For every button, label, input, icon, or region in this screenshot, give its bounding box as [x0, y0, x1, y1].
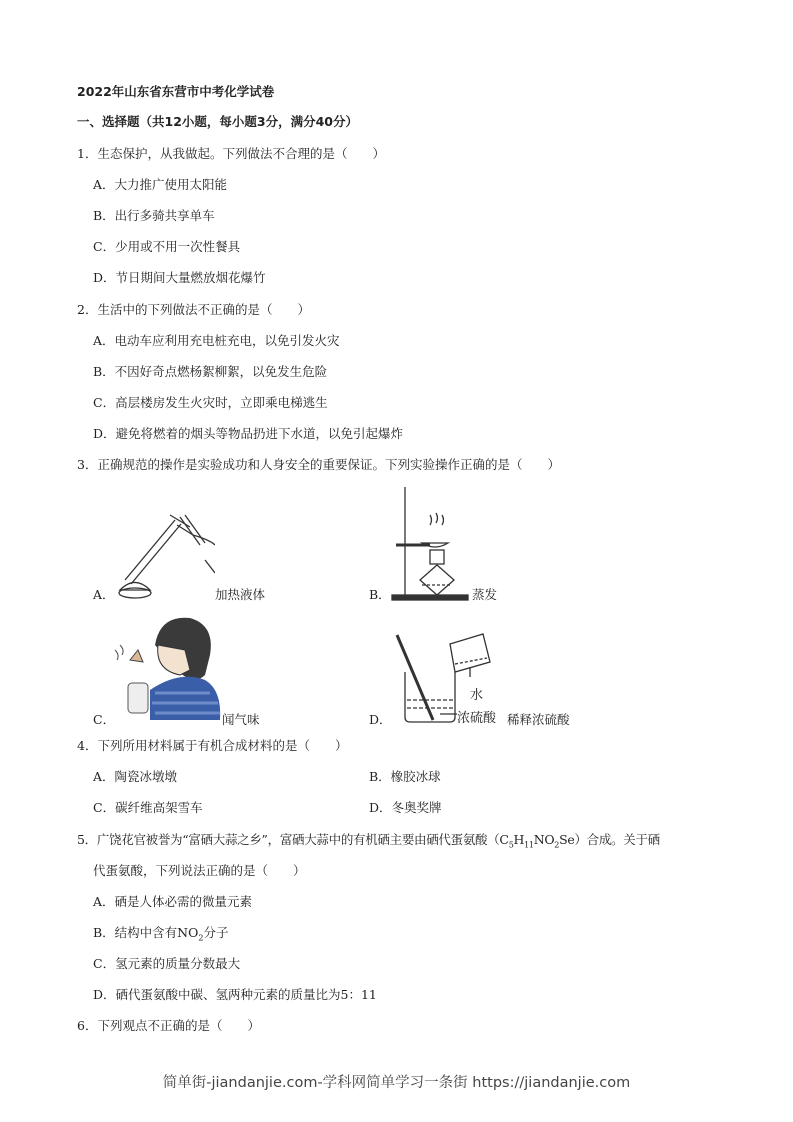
- q5-stem-text: Se）合成。关于硒: [559, 832, 660, 847]
- q2-option-a: A．电动车应利用充电桩充电，以免引发火灾: [93, 333, 340, 348]
- question-2-stem: 2．生活中的下列做法不正确的是（ ）: [77, 302, 310, 317]
- section-heading: 一、选择题（共12小题，每小题3分，满分40分）: [77, 114, 358, 129]
- q5-stem-text: 5．广饶花官被誉为“富硒大蒜之乡”，富硒大蒜中的有机硒主要由硒代蛋氨酸（C: [77, 832, 509, 847]
- q1-option-d: D．节日期间大量燃放烟花爆竹: [93, 270, 266, 285]
- formula-sub: 2: [198, 933, 204, 943]
- q5-option-b: [93, 925, 228, 947]
- question-5-stem: [77, 832, 660, 854]
- q3-option-b-caption: 蒸发: [472, 587, 498, 602]
- q4-option-d: D．冬奥奖牌: [369, 800, 442, 815]
- water-label: 水: [470, 688, 484, 703]
- formula-part: NO: [533, 832, 555, 847]
- formula-sub: 5: [508, 840, 514, 850]
- heating-liquid-illustration: [115, 505, 215, 600]
- q5-option-a: A．硒是人体必需的微量元素: [93, 894, 253, 909]
- question-1-stem: 1．生态保护，从我做起。下列做法不合理的是（ ）: [77, 146, 385, 161]
- evaporation-apparatus-illustration: [390, 485, 470, 603]
- question-4-stem: 4．下列所用材料属于有机合成材料的是（ ）: [77, 738, 348, 753]
- formula-part: H: [513, 832, 525, 847]
- q5-option-c: C．氢元素的质量分数最大: [93, 956, 241, 971]
- q5-option-d: D．硒代蛋氨酸中碳、氢两种元素的质量比为5：11: [93, 987, 377, 1002]
- q2-option-b: B．不因好奇点燃杨絮柳絮，以免发生危险: [93, 364, 328, 379]
- question-6-stem: 6．下列观点不正确的是（ ）: [77, 1018, 260, 1033]
- formula-sub: 2: [554, 840, 560, 850]
- q1-option-a: A．大力推广使用太阳能: [93, 177, 228, 192]
- q3-option-d-caption: 稀释浓硫酸: [507, 712, 570, 727]
- exam-title: 2022年山东省东营市中考化学试卷: [77, 84, 275, 99]
- footer-watermark: 简单街-jiandanjie.com-学科网简单学习一条街 https://jiandanjie.com: [162, 1075, 631, 1091]
- q4-option-c: C．碳纤维高架雪车: [93, 800, 203, 815]
- q3-option-a-caption: 加热液体: [215, 587, 266, 602]
- q3-option-d-letter: D．: [369, 712, 392, 727]
- q3-option-c-caption: 闻气味: [222, 712, 260, 727]
- q4-option-a: A．陶瓷冰墩墩: [93, 769, 178, 784]
- question-5-stem-line2: 代蛋氨酸，下列说法正确的是（ ）: [93, 863, 306, 878]
- q1-option-c: C．少用或不用一次性餐具: [93, 239, 241, 254]
- q5-option-b-text: B．结构中含有NO: [93, 925, 199, 940]
- q3-option-b-letter: B．: [369, 587, 391, 602]
- q2-option-d: D．避免将燃着的烟头等物品扔进下水道，以免引起爆炸: [93, 426, 404, 441]
- acid-label: 浓硫酸: [457, 711, 497, 726]
- q4-option-b: B．橡胶冰球: [369, 769, 441, 784]
- q3-option-a-letter: A．: [93, 587, 115, 602]
- formula-sub: 11: [524, 840, 534, 850]
- q5-option-b-text: 分子: [203, 925, 229, 940]
- question-3-stem: 3．正确规范的操作是实验成功和人身安全的重要保证。下列实验操作正确的是（ ）: [77, 457, 560, 472]
- smelling-gas-illustration: [110, 615, 222, 720]
- q3-option-c-letter: C．: [93, 712, 116, 727]
- q2-option-c: C．高层楼房发生火灾时，立即乘电梯逃生: [93, 395, 328, 410]
- q1-option-b: B．出行多骑共享单车: [93, 208, 215, 223]
